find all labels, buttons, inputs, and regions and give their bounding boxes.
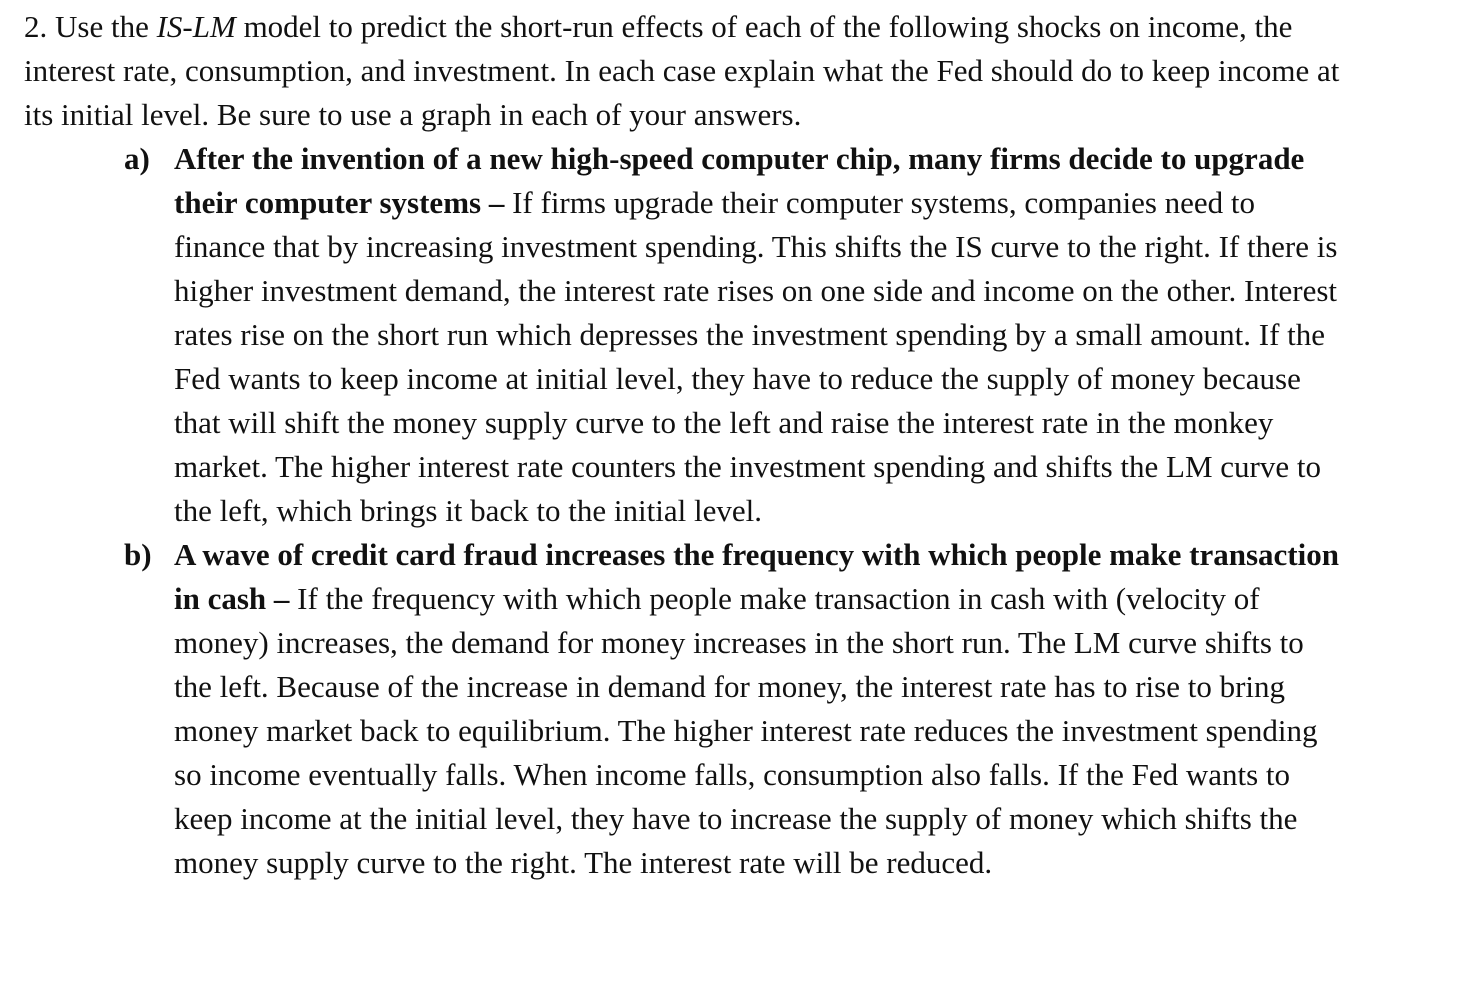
question-model-name: IS-LM (156, 9, 236, 44)
item-marker: a) (124, 141, 150, 176)
item-prompt: A wave of credit card fraud increases the frequency with which people make transaction in cash (174, 537, 1339, 616)
item-marker: b) (124, 537, 152, 572)
item-answer: If firms upgrade their computer systems, companies need to finance that by increasing investment spending. This shifts the IS curve to the right. If there is higher investment demand, the interest rate rises on one side and income on the other. Interest rates rise on the short run which depresses the investment spending by a small amount. If the Fed wants to keep income at initial level, they have to reduce the supply of money because that will shift the money supply curve to the left and raise the interest rate in the monkey market. The higher interest rate counters the investment spending and shifts the LM curve to the left, which brings it back to the initial level. (174, 185, 1338, 528)
item-prompt: After the invention of a new high-speed computer chip, many firms decide to upgrade their computer systems (174, 141, 1305, 220)
question-text-after: model to predict the short-run effects of each of the following shocks on income, the interest rate, consumption, and investment. In each case explain what the Fed should do to keep income at its initial level. Be sure to use a graph in each of your answers. (24, 9, 1340, 132)
item-dash: – (266, 581, 298, 616)
question-text-before: Use the (47, 9, 157, 44)
document-page (24, 5, 1344, 885)
item-answer: If the frequency with which people make transaction in cash with (velocity of money) increases, the demand for money increases in the short run. The LM curve shifts to the left. Because of the increase in demand for money, the interest rate has to rise to bring money market back to equilibrium. The higher interest rate reduces the investment spending so income eventually falls. When income falls, consumption also falls. If the Fed wants to keep income at the initial level, they have to increase the supply of money which shifts the money supply curve to the right. The interest rate will be reduced. (174, 581, 1318, 880)
list-item (24, 137, 1344, 533)
question-number: 2. (24, 9, 48, 44)
item-dash: – (481, 185, 513, 220)
question-paragraph (24, 5, 1344, 137)
answer-list (24, 137, 1344, 885)
list-item (24, 533, 1344, 885)
